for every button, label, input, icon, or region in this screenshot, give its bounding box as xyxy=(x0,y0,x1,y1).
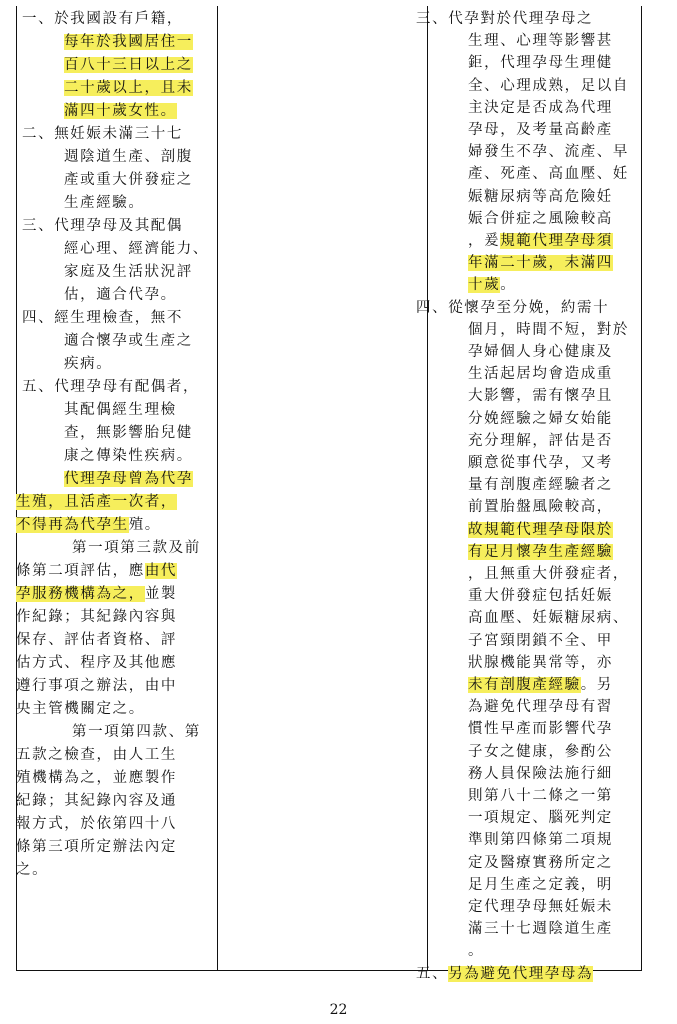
text-line xyxy=(416,963,593,986)
text-line xyxy=(16,514,161,537)
text-span: 大影響，需有懷孕且 xyxy=(468,388,613,405)
text-span: 準則第四條第二項規 xyxy=(468,832,613,849)
text-line xyxy=(16,583,177,606)
text-line xyxy=(16,652,177,675)
text-span: 家庭及生活狀況評 xyxy=(64,264,193,280)
text-line xyxy=(72,537,201,560)
text-span: 五款之檢查，由人工生 xyxy=(16,747,177,763)
text-line xyxy=(468,607,629,630)
text-line xyxy=(64,169,193,192)
text-span: 分娩經驗之婦女始能 xyxy=(468,410,613,427)
text-line xyxy=(16,813,177,836)
column-divider-right xyxy=(427,6,428,970)
text-span: 四、從懷孕至分娩，約需十 xyxy=(416,299,610,316)
highlighted-text: 有足月懷孕生產經驗 xyxy=(468,543,613,560)
text-span: 五、代理孕母有配偶者， xyxy=(22,379,200,395)
page-number: 22 xyxy=(329,1002,348,1018)
text-line xyxy=(16,629,177,652)
text-line xyxy=(468,385,613,408)
text-line xyxy=(468,696,613,719)
text-span: 條第二項評估，應 xyxy=(16,563,145,579)
text-span: 第一項第三款及前 xyxy=(72,540,201,556)
text-line xyxy=(64,330,193,353)
text-span: 。 xyxy=(500,277,517,294)
text-line xyxy=(468,186,613,209)
text-line xyxy=(64,192,145,215)
highlighted-text: 百八十三日以上之 xyxy=(64,57,193,73)
text-line xyxy=(468,474,613,497)
text-span: 第一項第四款、第 xyxy=(72,724,201,740)
text-line xyxy=(16,859,48,882)
text-line xyxy=(22,307,183,330)
text-line xyxy=(468,852,613,875)
text-line xyxy=(468,97,613,120)
text-line xyxy=(22,123,183,146)
text-line xyxy=(468,141,629,164)
text-span: 康之傳染性疾病。 xyxy=(64,448,193,464)
text-span: 滿三十七週陰道生產 xyxy=(468,921,613,938)
column-divider-left xyxy=(217,6,218,970)
text-span: 三、代理孕母及其配偶 xyxy=(22,218,183,234)
text-line xyxy=(64,261,193,284)
text-span: 並製 xyxy=(144,586,178,602)
text-line xyxy=(468,585,613,608)
text-span: ，爰 xyxy=(468,233,501,249)
text-line xyxy=(64,54,193,77)
text-span: 四、經生理檢查，無不 xyxy=(22,310,183,326)
text-line xyxy=(468,319,629,342)
text-span: 狀腺機能異常等，亦 xyxy=(468,654,613,671)
text-span: 其配偶經生理檢 xyxy=(64,402,177,418)
highlighted-text: 年滿二十歲，未滿四 xyxy=(468,255,613,272)
highlighted-text: 不得再為代孕生 xyxy=(16,517,129,533)
text-line xyxy=(468,630,613,653)
text-line xyxy=(468,163,629,186)
text-line xyxy=(64,77,193,100)
text-span: 生活起居均會造成重 xyxy=(468,366,613,383)
text-span: 。另 xyxy=(580,677,613,693)
text-span: 孕母，及考量高齡產 xyxy=(468,122,613,138)
text-span: 充分理解，評估是否 xyxy=(468,432,613,449)
text-span: 全、心理成熟，足以自 xyxy=(468,77,629,94)
text-line xyxy=(64,399,177,422)
text-span: 估方式、程序及其他應 xyxy=(16,655,177,671)
text-span: 一項規定、腦死判定 xyxy=(468,810,613,827)
text-line xyxy=(16,790,177,813)
text-line xyxy=(468,563,629,586)
text-line xyxy=(468,252,613,275)
text-line xyxy=(468,940,484,963)
text-span: 殖。 xyxy=(128,517,161,533)
text-span: 務人員保險法施行細 xyxy=(468,765,613,782)
text-span: 生產經驗。 xyxy=(64,195,145,211)
text-line xyxy=(16,836,177,859)
text-line xyxy=(468,274,516,297)
text-line xyxy=(16,606,177,629)
highlighted-text: 滿四十歲女性。 xyxy=(64,103,177,119)
text-line xyxy=(468,741,613,764)
text-line xyxy=(468,230,613,253)
text-line xyxy=(416,8,593,31)
text-span: 孕婦個人身心健康及 xyxy=(468,344,613,360)
highlighted-text: 由代 xyxy=(144,563,178,579)
text-line xyxy=(468,430,613,453)
text-span: 估，適合代孕。 xyxy=(64,287,177,303)
text-line xyxy=(416,297,609,320)
highlighted-text: 代理孕母曾為代孕 xyxy=(64,471,193,487)
text-line xyxy=(468,363,613,386)
text-line xyxy=(16,744,177,767)
text-span: 個月，時間不短，對於 xyxy=(468,321,629,338)
highlighted-text: 另為避免代理孕母為 xyxy=(448,965,594,982)
text-span: 願意從事代孕，又考 xyxy=(468,455,613,471)
highlighted-text: 故規範代理孕母限於 xyxy=(468,521,613,538)
text-line xyxy=(64,468,193,491)
text-span: 定代理孕母無妊娠未 xyxy=(468,899,613,915)
text-span: 經心理、經濟能力、 xyxy=(64,241,209,257)
text-span: 高血壓、妊娠糖尿病、 xyxy=(468,610,629,627)
text-span: 。 xyxy=(468,943,485,960)
text-line xyxy=(468,519,613,542)
text-span: ，且無重大併發症者， xyxy=(468,566,629,582)
text-line xyxy=(468,807,613,830)
text-span: 三、代孕對於代理孕母之 xyxy=(416,11,594,27)
text-line xyxy=(64,146,193,169)
text-line xyxy=(468,918,613,941)
text-span: 足月生產之定義，明 xyxy=(468,876,613,893)
text-span: 娠糖尿病等高危險妊 xyxy=(468,188,613,205)
text-line xyxy=(64,284,177,307)
text-span: 子宮頸閉鎖不全、甲 xyxy=(468,632,613,649)
text-line xyxy=(468,652,613,675)
text-span: 為避免代理孕母有習 xyxy=(468,699,613,716)
text-line xyxy=(64,445,193,468)
text-line xyxy=(468,408,613,431)
highlighted-text: 每年於我國居住一 xyxy=(64,34,193,50)
text-span: 五、 xyxy=(416,965,449,982)
text-line xyxy=(468,75,629,98)
text-line xyxy=(468,763,613,786)
text-span: 作紀錄；其紀錄內容與 xyxy=(16,609,177,625)
text-span: 量有剖腹產經驗者之 xyxy=(468,477,613,494)
text-line xyxy=(468,785,613,808)
text-line xyxy=(16,491,177,514)
text-line xyxy=(64,31,193,54)
text-line xyxy=(468,896,613,919)
text-line xyxy=(468,496,613,519)
highlighted-text: 二十歲以上，且未 xyxy=(64,80,193,96)
text-line xyxy=(22,215,183,238)
text-span: 查，無影響胎兒健 xyxy=(64,425,193,441)
text-span: 產或重大併發症之 xyxy=(64,172,193,188)
text-span: 央主管機關定之。 xyxy=(16,701,145,717)
text-span: 則第八十二條之一第 xyxy=(468,788,613,804)
highlighted-text: 孕服務機構為之， xyxy=(16,586,145,602)
text-span: 定及醫療實務所定之 xyxy=(468,854,613,871)
text-line xyxy=(468,541,613,564)
text-span: 產、死產、高血壓、妊 xyxy=(468,166,629,183)
text-span: 重大併發症包括妊娠 xyxy=(468,588,613,605)
highlighted-text: 生殖，且活產一次者， xyxy=(16,494,177,510)
text-line xyxy=(468,341,613,364)
text-span: 婦發生不孕、流產、早 xyxy=(468,144,629,161)
text-line xyxy=(16,560,177,583)
text-line xyxy=(468,30,613,53)
text-span: 主決定是否成為代理 xyxy=(468,99,613,116)
text-line xyxy=(16,767,177,790)
text-span: 子女之健康，參酌公 xyxy=(468,743,613,760)
text-line xyxy=(468,718,613,741)
text-span: 殖機構為之，並應製作 xyxy=(16,770,177,786)
text-line xyxy=(72,721,201,744)
text-line xyxy=(64,353,112,376)
text-span: 保存、評估者資格、評 xyxy=(16,632,177,648)
text-line xyxy=(22,376,199,399)
text-span: 適合懷孕或生產之 xyxy=(64,333,193,349)
text-span: 遵行事項之辦法，由中 xyxy=(16,678,177,694)
text-line xyxy=(468,208,613,231)
text-line xyxy=(64,100,177,123)
text-line xyxy=(16,675,177,698)
text-span: 疾病。 xyxy=(64,356,113,372)
text-line xyxy=(64,238,209,261)
text-line xyxy=(468,119,613,142)
highlighted-text: 未有剖腹產經驗 xyxy=(468,677,581,693)
text-line xyxy=(468,674,613,697)
text-line xyxy=(468,52,613,75)
text-line xyxy=(16,698,145,721)
text-span: 慣性早產而影響代孕 xyxy=(468,721,613,738)
text-span: 前置胎盤風險較高， xyxy=(468,499,613,516)
text-span: 週陰道生產、剖腹 xyxy=(64,149,193,165)
text-line xyxy=(468,829,613,852)
text-line xyxy=(468,452,613,475)
text-span: 二、無妊娠未滿三十七 xyxy=(22,126,183,142)
highlighted-text: 規範代理孕母須 xyxy=(500,233,613,249)
text-line xyxy=(64,422,193,445)
text-line xyxy=(22,8,183,31)
text-span: 娠合併症之風險較高 xyxy=(468,210,613,227)
text-line xyxy=(468,874,613,897)
text-span: 紀錄；其紀錄內容及通 xyxy=(16,793,177,809)
text-span: 條第三項所定辦法內定 xyxy=(16,839,177,855)
text-span: 報方式，於依第四十八 xyxy=(16,816,177,832)
highlighted-text: 十歲 xyxy=(468,277,501,294)
text-span: 鉅，代理孕母生理健 xyxy=(468,55,613,72)
text-span: 之。 xyxy=(16,862,49,878)
text-span: 生理、心理等影響甚 xyxy=(468,33,613,50)
text-span: 一、於我國設有戶籍， xyxy=(22,11,183,27)
